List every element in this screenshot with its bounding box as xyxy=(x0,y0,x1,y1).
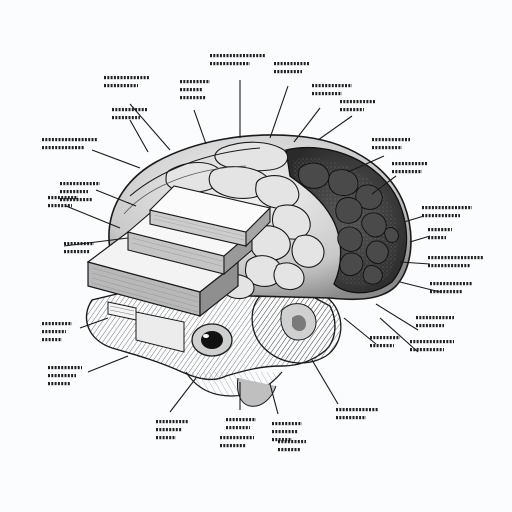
label-16 xyxy=(400,256,483,267)
label-3 xyxy=(104,76,170,150)
label-23 xyxy=(156,378,196,439)
label-6 xyxy=(318,100,375,140)
label-20 xyxy=(344,318,400,347)
label-12 xyxy=(404,206,472,222)
label-1 xyxy=(210,54,265,138)
label-7 xyxy=(112,108,148,152)
label-26 xyxy=(312,360,378,419)
leader-line xyxy=(318,116,352,140)
leader-line xyxy=(312,360,338,404)
label-17 xyxy=(400,282,472,293)
leader-line xyxy=(270,86,288,138)
label-22 xyxy=(48,356,128,385)
label-27 xyxy=(220,436,254,447)
leader-line xyxy=(92,150,140,168)
leader-line xyxy=(88,356,128,372)
leader-line xyxy=(194,110,206,144)
label-5 xyxy=(294,84,352,142)
leader-line xyxy=(344,318,376,344)
label-28 xyxy=(278,440,306,451)
label-2 xyxy=(270,62,309,138)
leader-line xyxy=(170,378,196,412)
label-25 xyxy=(270,384,302,441)
label-14 xyxy=(410,228,452,242)
leader-line xyxy=(380,318,418,352)
leader-line xyxy=(130,120,148,152)
label-19 xyxy=(376,304,454,330)
label-4 xyxy=(180,80,210,144)
ear-opening xyxy=(192,324,232,356)
leader-line xyxy=(410,236,430,242)
label-8 xyxy=(42,138,140,168)
leader-line xyxy=(376,304,418,330)
